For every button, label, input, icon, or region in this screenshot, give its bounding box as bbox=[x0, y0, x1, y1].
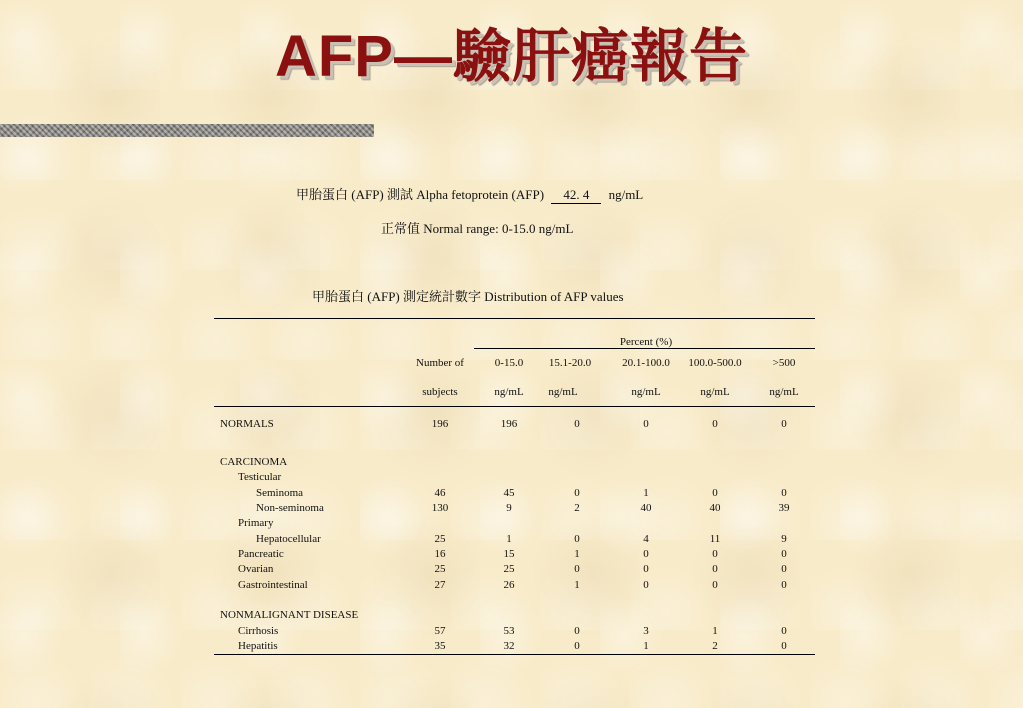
table-cell: 25 bbox=[434, 533, 446, 545]
col-subjects-header: subjects bbox=[422, 386, 458, 398]
table-cell: 0 bbox=[712, 548, 718, 560]
table-cell: 32 bbox=[503, 640, 515, 652]
table-bottom-rule bbox=[214, 654, 815, 655]
table-cell: 9 bbox=[781, 533, 787, 545]
header-rule bbox=[214, 406, 815, 407]
table-cell: 196 bbox=[500, 418, 518, 430]
table-cell: 0 bbox=[712, 579, 718, 591]
row-label: NORMALS bbox=[220, 418, 274, 430]
table-cell: 1 bbox=[574, 579, 580, 591]
table-cell: 0 bbox=[574, 533, 580, 545]
afp-test-label: 甲胎蛋白 (AFP) 測試 Alpha fetoprotein (AFP) bbox=[296, 187, 545, 202]
table-cell: 0 bbox=[712, 487, 718, 499]
table-cell: 45 bbox=[503, 487, 515, 499]
table-cell: 0 bbox=[781, 625, 787, 637]
row-label: Hepatitis bbox=[238, 640, 278, 652]
table-cell: 0 bbox=[643, 579, 649, 591]
unit-header: ng/mL bbox=[769, 386, 799, 398]
afp-test-value: 42. 4 bbox=[551, 187, 601, 204]
unit-header: ng/mL bbox=[700, 386, 730, 398]
table-cell: 11 bbox=[709, 533, 721, 545]
range-header: 0-15.0 bbox=[494, 357, 524, 369]
table-cell: 26 bbox=[503, 579, 515, 591]
table-cell: 1 bbox=[712, 625, 718, 637]
table-cell: 27 bbox=[434, 579, 446, 591]
table-cell: 0 bbox=[574, 418, 580, 430]
table-cell: 25 bbox=[503, 563, 515, 575]
distribution-title: 甲胎蛋白 (AFP) 測定統計數字 Distribution of AFP values bbox=[312, 289, 624, 304]
table-cell: 35 bbox=[434, 640, 446, 652]
table-cell: 130 bbox=[431, 502, 449, 514]
table-cell: 3 bbox=[643, 625, 649, 637]
row-label: Pancreatic bbox=[238, 548, 284, 560]
table-cell: 1 bbox=[574, 548, 580, 560]
table-cell: 0 bbox=[643, 563, 649, 575]
table-cell: 1 bbox=[506, 533, 512, 545]
row-label: Cirrhosis bbox=[238, 625, 279, 637]
table-cell: 0 bbox=[643, 548, 649, 560]
table-cell: 15 bbox=[503, 548, 515, 560]
table-cell: 16 bbox=[434, 548, 446, 560]
table-cell: 9 bbox=[506, 502, 512, 514]
table-cell: 0 bbox=[574, 625, 580, 637]
decorative-bar bbox=[0, 124, 374, 137]
table-cell: 40 bbox=[709, 502, 721, 514]
table-cell: 39 bbox=[778, 502, 790, 514]
row-label: Non-seminoma bbox=[256, 502, 324, 514]
percent-rule bbox=[474, 348, 815, 349]
table-cell: 25 bbox=[434, 563, 446, 575]
table-cell: 2 bbox=[574, 502, 580, 514]
row-label: CARCINOMA bbox=[220, 456, 288, 468]
table-cell: 196 bbox=[431, 418, 449, 430]
table-cell: 0 bbox=[574, 487, 580, 499]
range-header: 20.1-100.0 bbox=[622, 357, 670, 369]
table-cell: 0 bbox=[712, 418, 718, 430]
row-label: Hepatocellular bbox=[256, 533, 321, 545]
row-label: Gastrointestinal bbox=[238, 579, 308, 591]
page-title: AFP—驗肝癌報告 bbox=[274, 24, 748, 89]
percent-header: Percent (%) bbox=[619, 336, 673, 348]
table-cell: 0 bbox=[643, 418, 649, 430]
table-cell: 2 bbox=[712, 640, 718, 652]
unit-header: ng/mL bbox=[631, 386, 661, 398]
normal-range: 正常值 Normal range: 0-15.0 ng/mL bbox=[381, 221, 574, 236]
table-cell: 1 bbox=[643, 640, 649, 652]
table-cell: 0 bbox=[574, 640, 580, 652]
table-cell: 0 bbox=[781, 418, 787, 430]
table-cell: 0 bbox=[781, 640, 787, 652]
table-cell: 0 bbox=[712, 563, 718, 575]
table-cell: 0 bbox=[781, 579, 787, 591]
row-label: Seminoma bbox=[256, 487, 304, 499]
table-cell: 57 bbox=[434, 625, 446, 637]
table-cell: 0 bbox=[781, 548, 787, 560]
unit-header: ng/mL bbox=[548, 386, 578, 398]
afp-test-line bbox=[296, 184, 643, 204]
afp-distribution-table bbox=[214, 318, 815, 655]
table-cell: 1 bbox=[643, 487, 649, 499]
col-number-header: Number of bbox=[416, 357, 464, 369]
table-cell: 0 bbox=[781, 563, 787, 575]
table-cell: 46 bbox=[434, 487, 446, 499]
range-header: 15.1-20.0 bbox=[548, 357, 592, 369]
row-label: Primary bbox=[238, 517, 274, 529]
table-cell: 0 bbox=[781, 487, 787, 499]
afp-test-unit: ng/mL bbox=[608, 187, 644, 202]
table-cell: 53 bbox=[503, 625, 515, 637]
row-label: NONMALIGNANT DISEASE bbox=[220, 609, 359, 621]
table-top-rule bbox=[214, 318, 815, 319]
unit-header: ng/mL bbox=[494, 386, 524, 398]
range-header: 100.0-500.0 bbox=[688, 357, 742, 369]
row-label: Testicular bbox=[238, 471, 282, 483]
table-cell: 0 bbox=[574, 563, 580, 575]
table-cell: 4 bbox=[643, 533, 649, 545]
table-cell: 40 bbox=[640, 502, 652, 514]
row-label: Ovarian bbox=[238, 563, 274, 575]
range-header: >500 bbox=[772, 357, 796, 369]
